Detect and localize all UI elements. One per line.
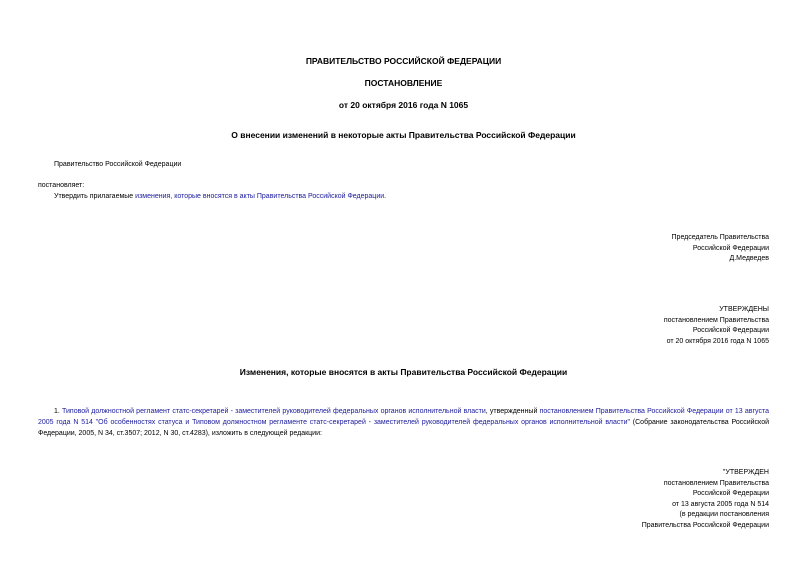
item-1-text-1: , утвержденный	[485, 408, 540, 415]
decrees-text: постановляет:	[38, 182, 85, 189]
approved-line-2: постановлением Правительства	[663, 316, 769, 324]
doc-type-heading: ПОСТАНОВЛЕНИЕ	[364, 78, 443, 88]
changes-title: Изменения, которые вносятся в акты Правительства Российской Федерации	[239, 367, 568, 377]
item-1-number: 1.	[54, 408, 63, 415]
approved-line-3: Российской Федерации	[692, 327, 769, 334]
quoted-line-5: (в редакции постановления	[679, 511, 769, 518]
resolution-514-link[interactable]: постановлением Правительства Российской Федерации от 13 августа 2005 года N 514 "Об особенностях статуса и Типовом должностном регламенте статс-секретарей - заместителей руководителей федеральных органов исполнительной власти"	[38, 408, 769, 426]
quoted-line-6: Правительства Российской Федерации	[641, 521, 769, 529]
quoted-approved-block	[642, 468, 769, 531]
approve-suffix: .	[384, 193, 387, 200]
approve-paragraph	[54, 192, 386, 203]
approved-line-1: УТВЕРЖДЕНЫ	[719, 306, 769, 313]
item-1-paragraph	[38, 406, 769, 439]
regulation-link[interactable]: Типовой должностной регламент статс-секретарей - заместителей руководителей федеральных органов исполнительной власти	[62, 408, 486, 415]
quoted-line-1: "УТВЕРЖДЕН	[722, 469, 769, 476]
date-number-heading: от 20 октября 2016 года N 1065	[338, 100, 469, 110]
quoted-line-4: от 13 августа 2005 года N 514	[672, 500, 769, 508]
approve-prefix: Утвердить прилагаемые	[54, 193, 136, 200]
approved-block	[664, 305, 769, 347]
issuer-text: Правительство Российской Федерации	[54, 161, 182, 168]
signature-line-3: Д.Медведев	[729, 255, 769, 262]
signature-line-1: Председатель Правительства	[671, 234, 769, 241]
government-heading: ПРАВИТЕЛЬСТВО РОССИЙСКОЙ ФЕДЕРАЦИИ	[305, 56, 502, 66]
approved-line-4: от 20 октября 2016 года N 1065	[666, 337, 769, 345]
quoted-line-3: Российской Федерации	[692, 490, 769, 497]
quoted-line-2: постановлением Правительства	[663, 479, 769, 487]
changes-link[interactable]: изменения, которые вносятся в акты Правительства Российской Федерации	[135, 193, 385, 200]
signature-block	[672, 233, 769, 265]
item-1-text-2: (Собрание законодательства Российской Федерации, 2005, N 34, ст.3507; 2012, N 30, ст.4283), изложить в следующей редакции:	[38, 419, 770, 437]
document-title: О внесении изменений в некоторые акты Правительства Российской Федерации	[231, 130, 576, 140]
signature-line-2: Российской Федерации	[692, 244, 769, 252]
